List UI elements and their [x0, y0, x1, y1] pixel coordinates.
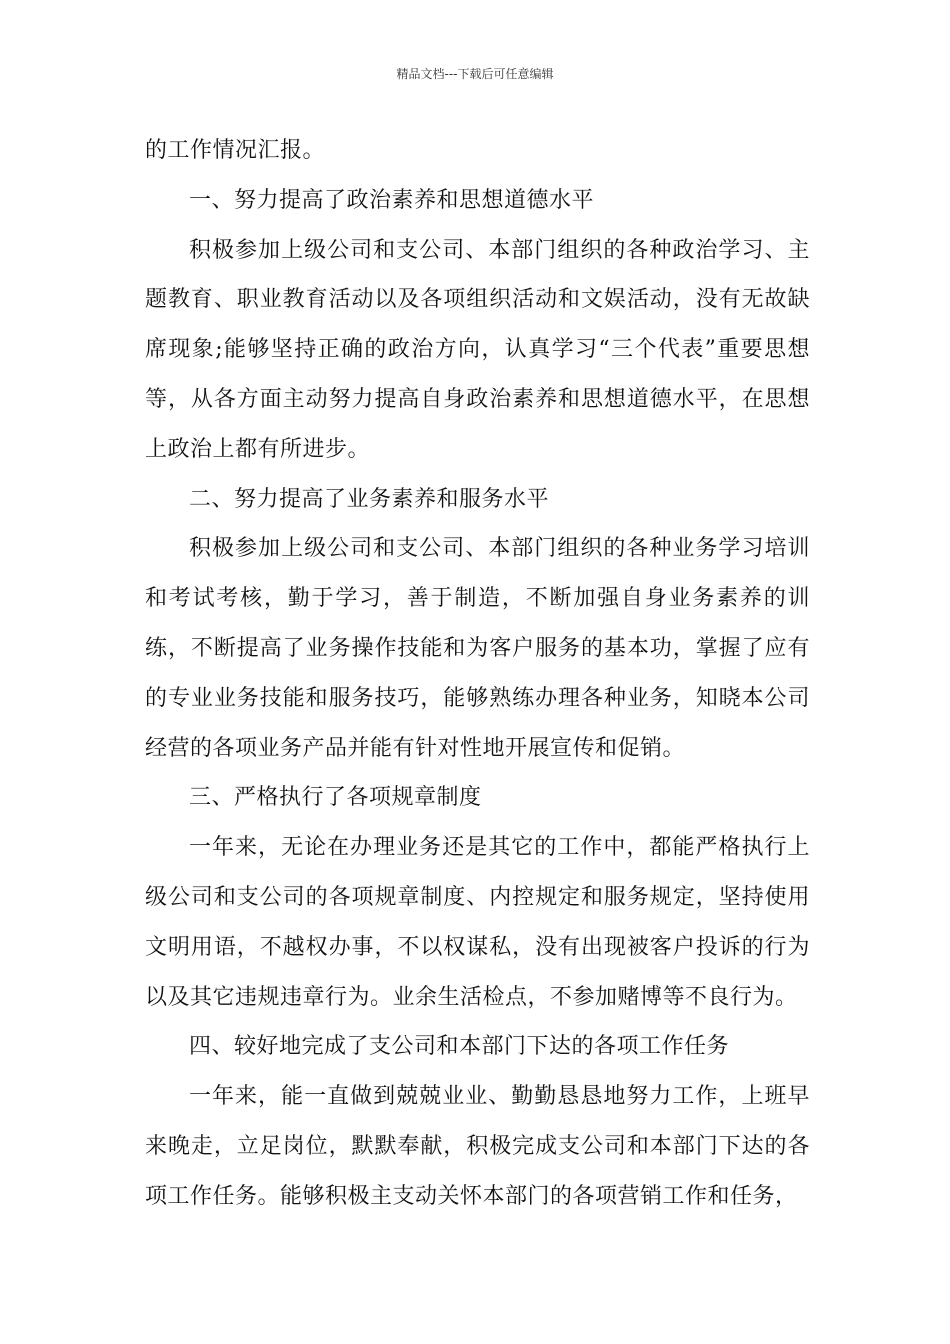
section-heading-1: 一、努力提高了政治素养和思想道德水平 [189, 187, 595, 213]
paragraph-4: 一年来，能一直做到兢兢业业、勤勤恳恳地努力工作，上班早来晚走，立足岗位，默默奉献，积极完成支公司和本部门下达的各项工作任务。能够积极主支动关怀本部门的各项营销工作和任务， [145, 1084, 810, 1209]
page-header: 精品文档---下载后可任意编辑 [396, 67, 554, 81]
section-heading-3: 三、严格执行了各项规章制度 [189, 785, 482, 811]
paragraph-continuation: 的工作情况汇报。 [145, 138, 326, 163]
paragraph-1: 积极参加上级公司和支公司、本部门组织的各种政治学习、主题教育、职业教育活动以及各项组织活动和文娱活动，没有无故缺席现象;能够坚持正确的政治方向，认真学习“三个代表”重要思想等，从各方面主动努力提高自身政治素养和思想道德水平，在思想上政治上都有所进步。 [145, 237, 810, 462]
section-heading-2: 二、努力提高了业务素养和服务水平 [189, 486, 550, 512]
document-body [145, 126, 810, 1222]
paragraph-3: 一年来，无论在办理业务还是其它的工作中，都能严格执行上级公司和支公司的各项规章制度、内控规定和服务规定，坚持使用文明用语，不越权办事，不以权谋私，没有出现被客户投诉的行为以及其它违规违章行为。业余生活检点，不参加赌博等不良行为。 [145, 835, 810, 1010]
section-heading-4: 四、较好地完成了支公司和本部门下达的各项工作任务 [189, 1034, 730, 1060]
paragraph-2: 积极参加上级公司和支公司、本部门组织的各种业务学习培训和考试考核，勤于学习，善于制造，不断加强自身业务素养的训练，不断提高了业务操作技能和为客户服务的基本功，掌握了应有的专业业务技能和服务技巧，能够熟练办理各种业务，知晓本公司经营的各项业务产品并能有针对性地开展宣传和促销。 [145, 536, 810, 761]
